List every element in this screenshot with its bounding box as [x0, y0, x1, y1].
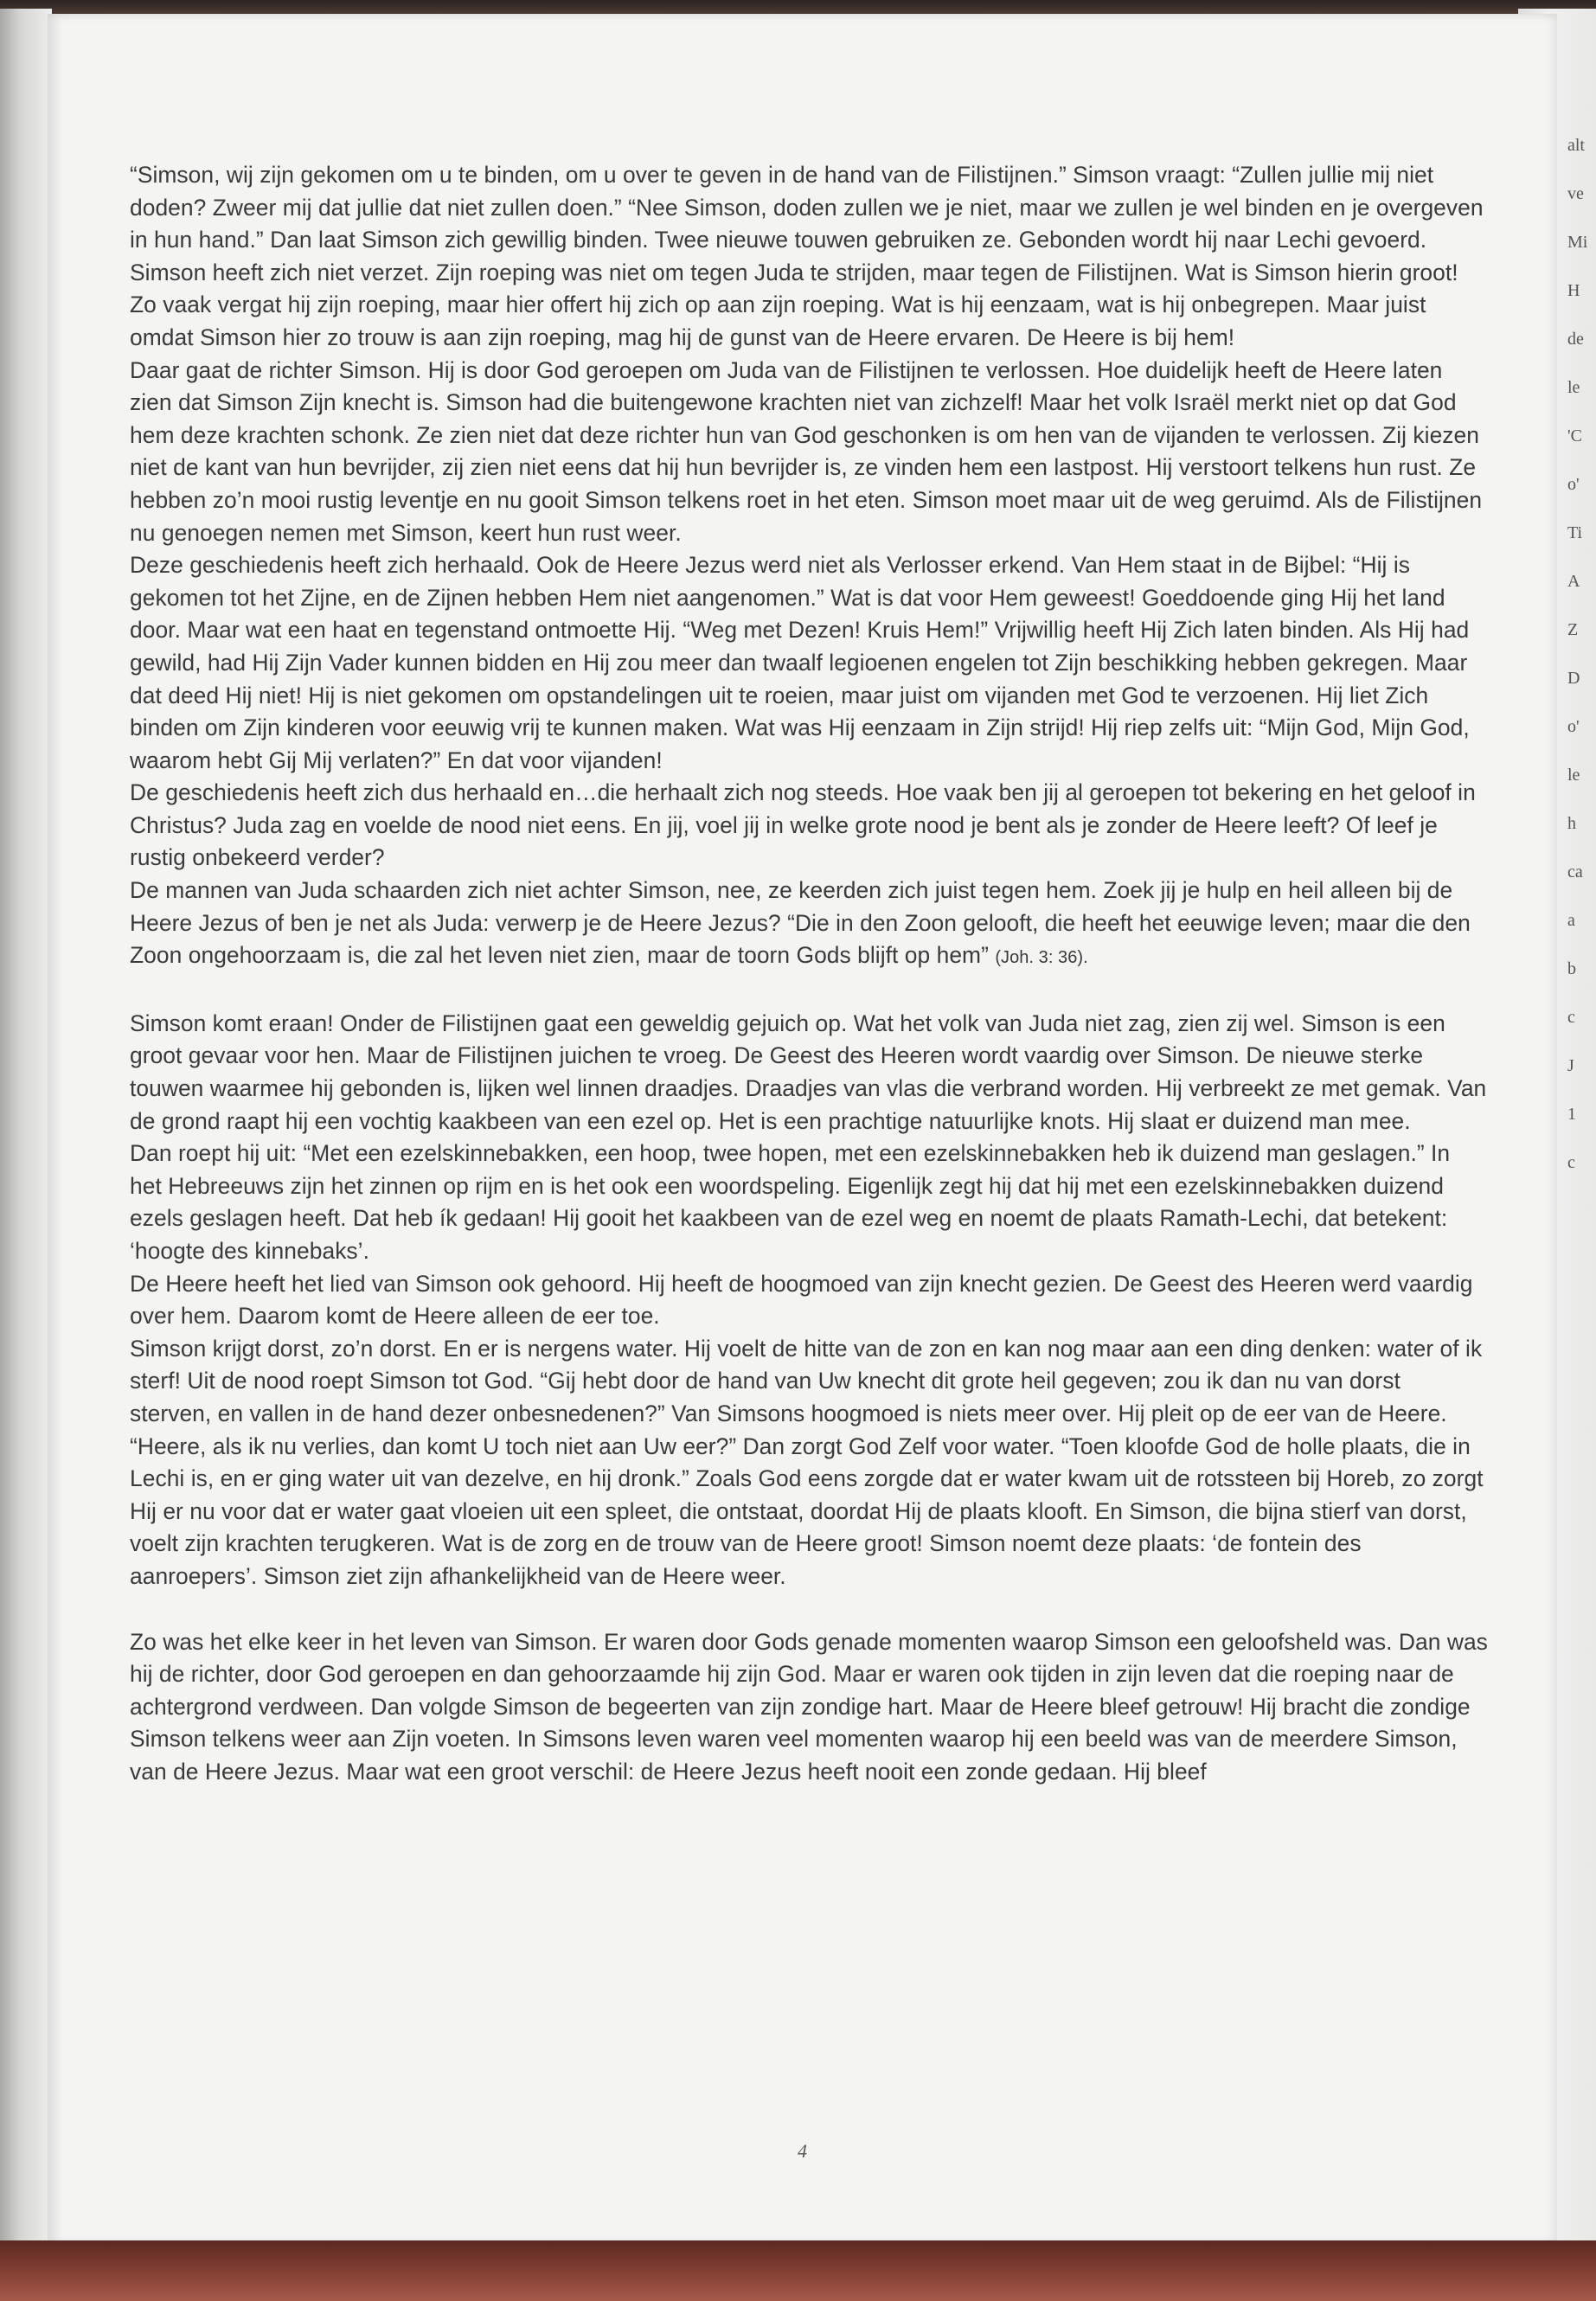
section-gap: [130, 1593, 1488, 1626]
paragraph: Simson komt eraan! Onder de Filistijnen gaat een geweldig gejuich op. Wat het volk van Juda niet zag, zien zij wel. Simson is een groot gevaar voor hen. Maar de Filistijnen juichen te vroeg. De Geest des Heeren wordt vaardig over Simson. De nieuwe sterke touwen waarmee hij gebonden is, lijken wel linnen draadjes. Draadjes van vlas die verbrand worden. Hij verbreekt ze met gemak. Van de grond raapt hij een vochtig kaakbeen van een ezel op. Het is een prachtige natuurlijke knots. Hij slaat er duizend man mee.: [130, 1009, 1487, 1134]
paragraph: Dan roept hij uit: “Met een ezelskinnebakken, een hoop, twee hopen, met een ezelskinnebakken heb ik duizend man geslagen.” In het Hebreeuws zijn het zinnen op rijm en is het ook een woordspeling. Eigenlijk zegt hij dat hij met een ezelskinnebakken duizend ezels geslagen heeft. Dat heb ík gedaan! Hij gooit het kaakbeen van de ezel weg en noemt de plaats Ramath-Lechi, dat betekent: ‘hoogte des kinnebaks’.: [130, 1140, 1451, 1264]
paragraph-text: De mannen van Juda schaarden zich niet achter Simson, nee, ze keerden zich juist tegen hem. Zoek jij je hulp en heil alleen bij de Heere Jezus of ben je net als Juda: verwerp je de Heere Jezus? “Die in den Zoon gelooft, die heeft het eeuwige leven; maar die den Zoon ongehoorzaam is, die zal het leven niet zien, maar de toorn Gods blijft op hem”: [130, 877, 1471, 969]
book-spine: [0, 9, 52, 2249]
paragraph: Daar gaat de richter Simson. Hij is door God geroepen om Juda van de Filistijnen te verlossen. Hoe duidelijk heeft de Heere laten zien dat Simson Zijn knecht is. Simson had die buitengewone krachten niet van zichzelf! Maar het volk Israël merkt niet op dat God hem deze krachten schonk. Ze zien niet dat deze richter hun van God geschonken is om hen van de vijanden te verlossen. Zij kiezen niet de kant van hun bevrijder, zij zien niet eens dat hij hun bevrijder is, ze vinden hem een lastpost. Hij verstoort telkens hun rust. Ze hebben zo’n mooi rustig leventje en nu gooit Simson telkens roet in het eten. Simson moet maar uit de weg geruimd. Als de Filistijnen nu genoegen nemen met Simson, keert hun rust weer.: [130, 356, 1483, 546]
paragraph: De geschiedenis heeft zich dus herhaald en…die herhaalt zich nog steeds. Hoe vaak ben jij al geroepen tot bekering en het geloof in Christus? Juda zag en voelde de nood niet eens. En jij, voel jij in welke grote nood je bent als je zonder de Heere leeft? Of leef je rustig onbekeerd verder?: [130, 779, 1476, 871]
book-page: [48, 14, 1557, 2244]
scripture-reference: (Joh. 3: 36).: [995, 948, 1088, 968]
paragraph: Zo was het elke keer in het leven van Simson. Er waren door Gods genade momenten waarop Simson een geloofsheld was. Dan was hij de richter, door God geroepen en dan gehoorzaamde hij zijn God. Maar er waren ook tijden in zijn leven dat die roeping naar de achtergrond verdween. Dan volgde Simson de begeerten van zijn zondige hart. Maar de Heere bleef getrouw! Hij bracht die zondige Simson telkens weer aan Zijn voeten. In Simsons leven waren veel momenten waarop hij een beeld was van de meerdere Simson, van de Heere Jezus. Maar wat een groot verschil: de Heere Jezus heeft nooit een zonde gedaan. Hij bleef: [130, 1628, 1488, 1785]
page-body: [130, 159, 1488, 1789]
paragraph: “Simson, wij zijn gekomen om u te binden, om u over te geven in de hand van de Filistijnen.” Simson vraagt: “Zullen jullie mij niet doden? Zweer mij dat jullie dat niet zullen doen.” “Nee Simson, doden zullen we je niet, maar we zullen je wel binden en je overgeven in hun hand.” Dan laat Simson zich gewillig binden. Twee nieuwe touwen gebruiken ze. Gebonden wordt hij naar Lechi gevoerd.: [130, 162, 1484, 253]
section-gap: [130, 975, 1488, 1008]
book-cover-bottom: [0, 2240, 1596, 2301]
page-number: 4: [798, 2140, 807, 2162]
paragraph: [130, 875, 1488, 975]
paragraph: Simson krijgt dorst, zo’n dorst. En er is nergens water. Hij voelt de hitte van de zon en kan nog maar aan een ding denken: water of ik sterf! Uit de nood roept Simson tot God. “Gij hebt door de hand van Uw knecht dit grote heil gegeven; zou ik dan nu van dorst sterven, en vallen in de hand dezer onbesnedenen?” Van Simsons hoogmoed is niets meer over. Hij pleit op de eer van de Heere. “Heere, als ik nu verlies, dan komt U toch niet aan Uw eer?” Dan zorgt God Zelf voor water. “Toen kloofde God de holle plaats, die in Lechi is, en er ging water uit van dezelve, en hij dronk.” Zoals God eens zorgde dat er water kwam uit de rotssteen bij Horeb, zo zorgt Hij er nu voor dat er water gaat vloeien uit een spleet, die ontstaat, doordat Hij de plaats klooft. En Simson, die bijna stierf van dorst, voelt zijn krachten terugkeren. Wat is de zorg en de trouw van de Heere groot! Simson noemt deze plaats: ‘de fontein des aanroepers’. Simson ziet zijn afhankelijkheid van de Heere weer.: [130, 1335, 1484, 1589]
underlying-page-text: alt ve Mi H de le 'C o' Ti A Z D o' le h ca a b c J 1 c: [1567, 136, 1588, 1172]
paragraph: De Heere heeft het lied van Simson ook gehoord. Hij heeft de hoogmoed van zijn knecht gezien. De Geest des Heeren werd vaardig over hem. Daarom komt de Heere alleen de eer toe.: [130, 1270, 1473, 1330]
paragraph: Simson heeft zich niet verzet. Zijn roeping was niet om tegen Juda te strijden, maar tegen de Filistijnen. Wat is Simson hierin groot! Zo vaak vergat hij zijn roeping, maar hier offert hij zich op aan zijn roeping. Wat is hij eenzaam, wat is hij onbegrepen. Maar juist omdat Simson hier zo trouw is aan zijn roeping, mag hij de gunst van de Heere ervaren. De Heere is bij hem!: [130, 259, 1458, 350]
binding-top-edge: [0, 0, 1596, 14]
paragraph: Deze geschiedenis heeft zich herhaald. Ook de Heere Jezus werd niet als Verlosser erkend. Van Hem staat in de Bijbel: “Hij is gekomen tot het Zijne, en de Zijnen hebben Hem niet aangenomen.” Wat is dat voor Hem geweest! Goeddoende ging Hij het land door. Maar wat een haat en tegenstand ontmoette Hij. “Weg met Dezen! Kruis Hem!” Vrijwillig heeft Hij Zich laten binden. Als Hij had gewild, had Hij Zijn Vader kunnen bidden en Hij zou meer dan twaalf legioenen engelen tot Zijn beschikking hebben gekregen. Maar dat deed Hij niet! Hij is niet gekomen om opstandelingen uit te roeien, maar juist om vijanden met God te verzoenen. Hij liet Zich binden om Zijn kinderen voor eeuwig vrij te kunnen maken. Wat was Hij eenzaam in Zijn strijd! Hij riep zelfs uit: “Mijn God, Mijn God, waarom hebt Gij Mij verlaten?” En dat voor vijanden!: [130, 552, 1470, 773]
